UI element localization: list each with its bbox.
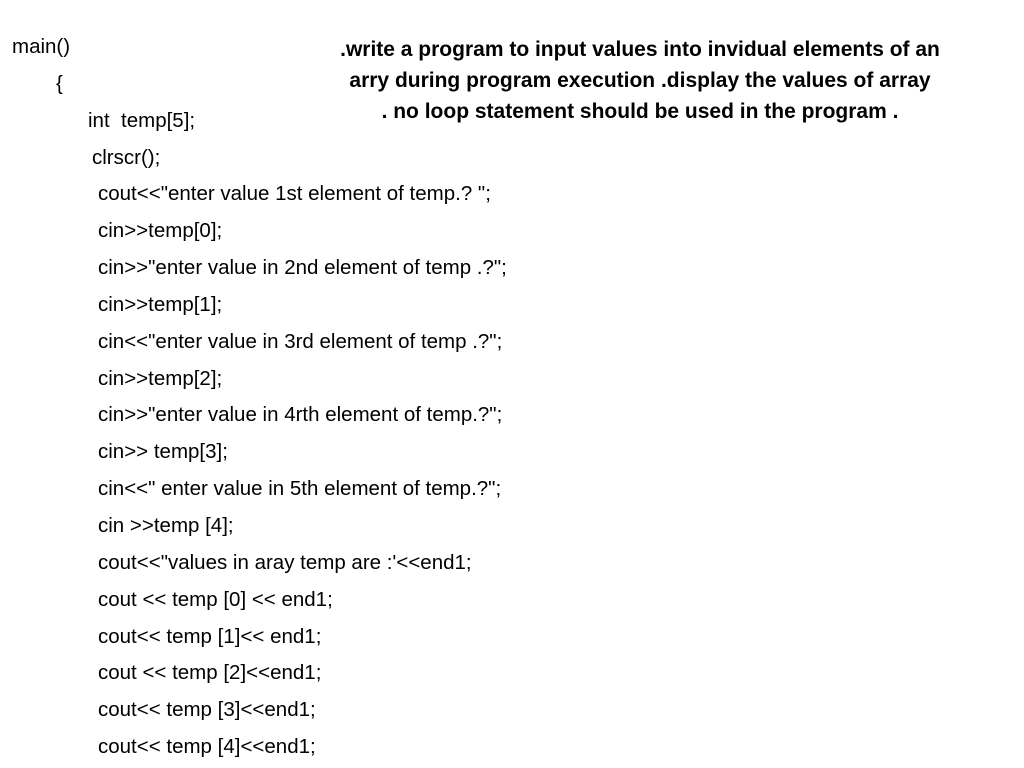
code-line-clrscr: clrscr(); (92, 146, 161, 169)
code-line: cin<<"enter value in 3rd element of temp .?"; (98, 330, 503, 353)
code-line: cin>>temp[2]; (98, 367, 223, 390)
assignment-instructions (310, 34, 970, 127)
code-line-main-signature: main() (12, 35, 71, 58)
code-line: cout<< temp [3]<<end1; (98, 698, 316, 721)
code-line: cin>>temp[0]; (98, 219, 223, 242)
code-line-open-brace: { (56, 72, 63, 95)
code-line: cout<< temp [4]<<end1; (98, 735, 316, 758)
code-line: cout<<"enter value 1st element of temp.? "; (98, 182, 491, 205)
code-line: cin >>temp [4]; (98, 514, 234, 537)
code-line: cin>>temp[1]; (98, 293, 223, 316)
code-line: cin>>"enter value in 4rth element of temp.?"; (98, 403, 503, 426)
instruction-line: .write a program to input values into invidual elements of an (340, 38, 940, 61)
code-line: cout<< temp [1]<< end1; (98, 625, 322, 648)
code-line: cin>>"enter value in 2nd element of temp .?"; (98, 256, 507, 279)
code-line: cout << temp [0] << end1; (98, 588, 333, 611)
instruction-line: . no loop statement should be used in the program . (381, 100, 899, 123)
code-line: cout<<"values in aray temp are :'<<end1; (98, 551, 472, 574)
code-line: cin<<" enter value in 5th element of temp.?"; (98, 477, 502, 500)
code-line: cout << temp [2]<<end1; (98, 661, 322, 684)
code-line-array-declaration: int temp[5]; (88, 109, 196, 132)
code-line: cin>> temp[3]; (98, 440, 228, 463)
instruction-line: arry during program execution .display the values of array (349, 69, 931, 92)
